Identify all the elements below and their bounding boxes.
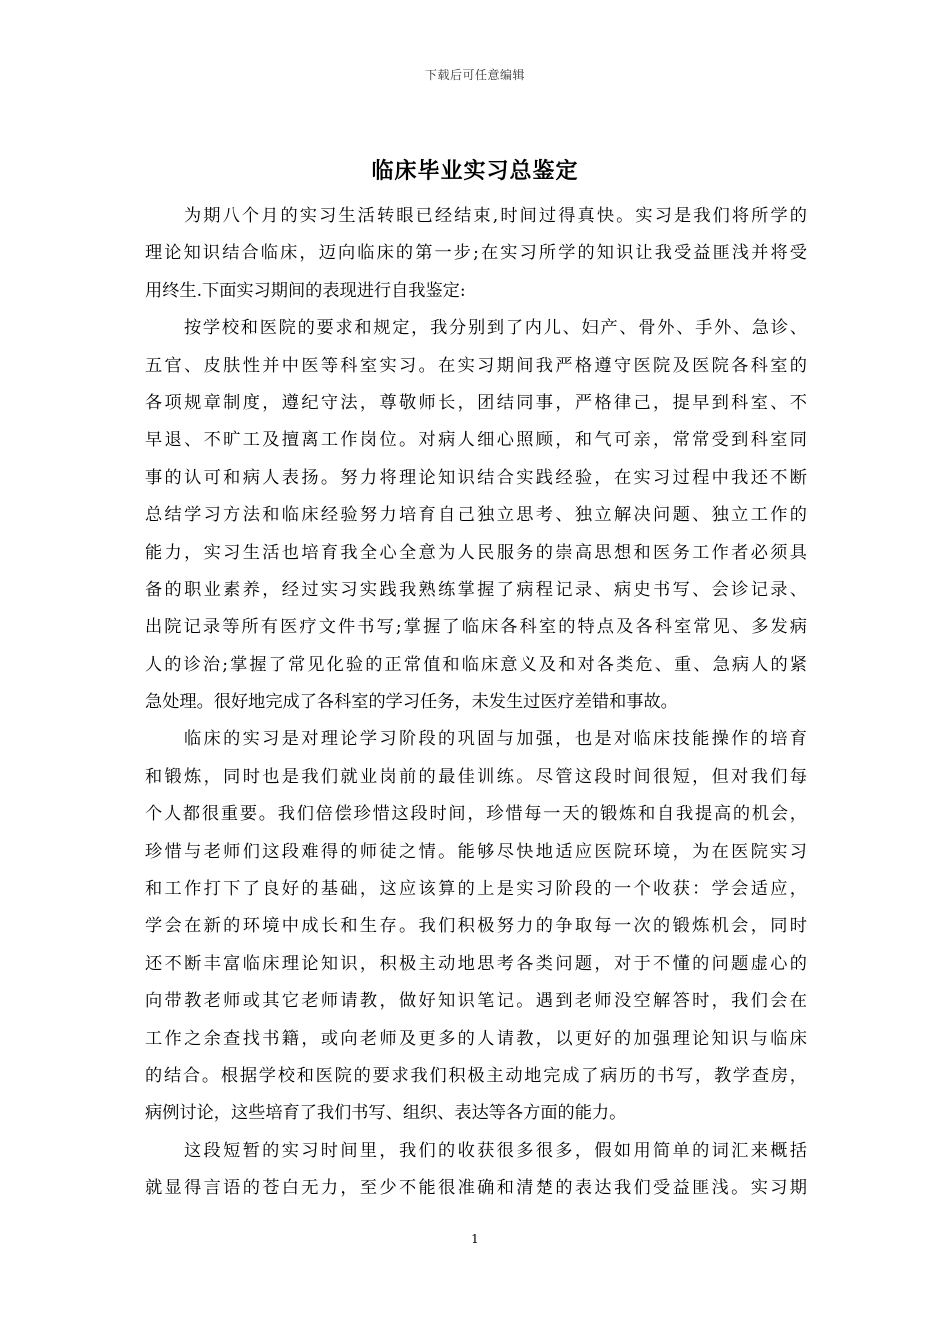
text-line: 个人都很重要。我们倍偿珍惜这段时间，珍惜每一天的锻炼和自我提高的机会， [145,804,807,825]
text-line: 向带教老师或其它老师请教，做好知识笔记。遇到老师没空解答时，我们会在 [145,991,807,1012]
text-line: 和锻炼，同时也是我们就业岗前的最佳训练。尽管这段时间很短，但对我们每 [145,766,807,787]
text-line: 五官、皮肤性并中医等科室实习。在实习期间我严格遵守医院及医院各科室的 [145,355,807,376]
document-title: 临床毕业实习总鉴定 [371,158,579,184]
text-line: 事的认可和病人表扬。努力将理论知识结合实践经验，在实习过程中我还不断 [145,467,807,488]
text-line: 为期八个月的实习生活转眼已经结束,时间过得真快。实习是我们将所学的 [184,206,807,226]
text-line: 备的职业素养，经过实习实践我熟练掌握了病程记录、病史书写、会诊记录、 [145,579,807,600]
text-line: 急处理。很好地完成了各科室的学习任务，未发生过医疗差错和事故。 [145,692,678,713]
text-line: 理论知识结合临床，迈向临床的第一步;在实习所学的知识让我受益匪浅并将受 [145,243,807,264]
document-body [145,198,807,1208]
text-line: 能力，实习生活也培育我全心全意为人民服务的崇高思想和医务工作者必须具 [145,542,807,563]
text-line: 按学校和医院的要求和规定，我分别到了内儿、妇产、骨外、手外、急诊、 [184,318,807,339]
text-line: 珍惜与老师们这段难得的师徒之情。能够尽快地适应医院环境，为在医院实习 [145,841,807,862]
text-line: 早退、不旷工及擅离工作岗位。对病人细心照顾，和气可亲，常常受到科室同 [145,430,807,451]
text-line: 临床的实习是对理论学习阶段的巩固与加强，也是对临床技能操作的培育 [184,729,807,750]
text-line: 和工作打下了良好的基础，这应该算的上是实习阶段的一个收获：学会适应， [145,879,807,900]
text-line: 各项规章制度，遵纪守法，尊敬师长，团结同事，严格律己，提早到科室、不 [145,392,807,413]
page-number: 1 [471,1232,479,1246]
text-line: 学会在新的环境中成长和生存。我们积极努力的争取每一次的锻炼机会，同时 [145,916,807,937]
text-line: 这段短暂的实习时间里，我们的收获很多很多，假如用简单的词汇来概括 [184,1140,807,1161]
text-line: 就显得言语的苍白无力，至少不能很准确和清楚的表达我们受益匪浅。实习期 [145,1178,807,1199]
text-line: 人的诊治;掌握了常见化验的正常值和临床意义及和对各类危、重、急病人的紧 [145,654,807,675]
text-line: 的结合。根据学校和医院的要求我们积极主动地完成了病历的书写，教学查房， [145,1065,807,1086]
text-line: 工作之余查找书籍，或向老师及更多的人请教，以更好的加强理论知识与临床 [145,1028,807,1049]
text-line: 总结学习方法和临床经验努力培育自己独立思考、独立解决问题、独立工作的 [145,505,807,526]
header-note: 下载后可任意编辑 [424,68,525,82]
text-line: 用终生.下面实习期间的表现进行自我鉴定: [145,280,466,301]
text-line: 病例讨论，这些培育了我们书写、组织、表达等各方面的能力。 [145,1103,627,1124]
text-line: 还不断丰富临床理论知识，积极主动地思考各类问题，对于不懂的问题虚心的 [145,953,807,974]
text-line: 出院记录等所有医疗文件书写;掌握了临床各科室的特点及各科室常见、多发病 [145,617,807,638]
